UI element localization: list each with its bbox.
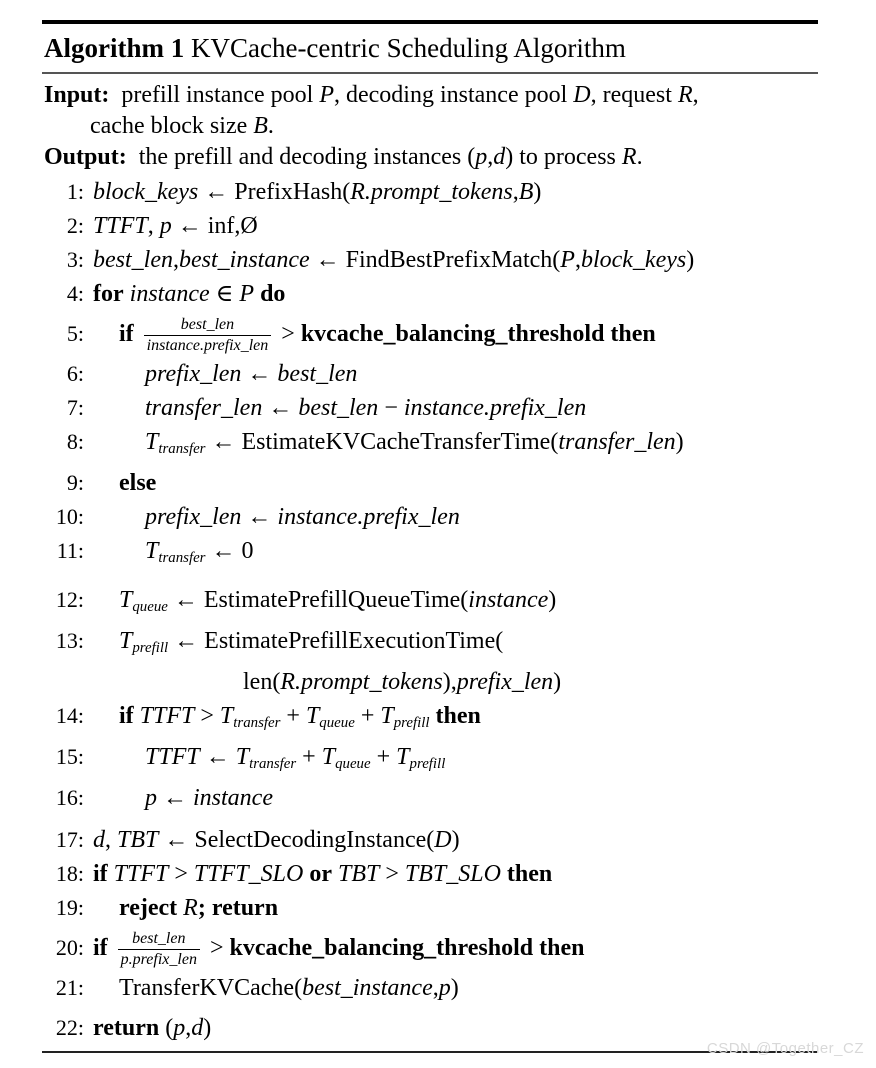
var-t-prefill: T [380,702,394,729]
keyword-then: then [610,321,656,347]
arg-block-keys: block_keys [580,247,687,273]
line-number: 17: [55,826,84,852]
keyword-return: return [93,1014,160,1041]
var-t-queue: T [305,702,320,729]
ratio-fraction [144,316,272,355]
fn-estimateprefillexecutiontime: EstimatePrefillExecutionTime [204,628,496,655]
algorithm-line [42,624,818,665]
algorithm-line [42,466,818,500]
line-number: 19: [55,894,84,920]
fraction-denominator: instance.prefix_len [146,336,269,354]
input-line [42,80,818,111]
var-ttft: TTFT [139,702,195,729]
input-var-p: P [319,82,334,108]
line-code [93,782,818,815]
plus-symbol: + [360,702,375,729]
algorithm-figure [42,20,818,1053]
input-cont-var-b: B [253,113,268,139]
var-ttft: TTFT [145,743,200,770]
algorithm-line [42,243,818,277]
keyword-if: if [93,934,108,961]
output-text-1: the prefill and decoding instances ( [138,144,476,170]
output-line [42,142,818,173]
algorithm-line [42,534,818,575]
fraction-numerator: best_len [144,316,272,336]
var-r: R [183,894,198,921]
arg-p: p [173,1014,186,1041]
greater-than-symbol: > [200,702,214,729]
fraction-numerator: best_len [118,930,200,950]
input-var-d: D [573,82,591,108]
plus-symbol: + [302,743,316,770]
output-var-r: R [621,144,637,170]
input-cont-end: . [267,113,274,139]
line-number: 22: [55,1014,84,1040]
output-var-p: p [475,144,488,170]
arg-p: P [560,247,575,273]
assign-arrow: ← [205,743,230,770]
fn-prefixhash: PrefixHash [234,179,343,205]
assign-arrow: ← [268,395,293,421]
algorithm-line [42,1011,818,1045]
assign-arrow: ← [247,361,272,387]
var-t-queue: T [321,743,336,770]
var-instance: instance [129,281,210,307]
line-number: 2: [66,213,84,238]
var-ttft-slo: TTFT_SLO [193,860,304,887]
line-code: return (p,d) [93,1014,212,1041]
algorithm-line [42,357,818,391]
algorithm-line [42,175,818,209]
algorithm-line [42,209,818,243]
line-number: 20: [55,934,84,960]
assign-arrow: ← [315,247,340,273]
subscript-prefill: prefill [393,714,430,731]
subscript-queue: queue [132,599,168,616]
var-p: p [145,784,157,811]
line-code [93,358,818,391]
plus-symbol: + [376,743,391,770]
algorithm-line [42,500,818,534]
line-number: 21: [55,974,84,1000]
var-t-prefill: T [119,628,133,655]
element-of-symbol: ∈ [215,281,234,307]
line-number: 9: [66,470,84,496]
var-instance-prefix-len: instance.prefix_len [277,504,460,531]
var-tbt-slo: TBT_SLO [404,860,501,887]
line-number: 11: [56,538,84,564]
algorithm-line [42,740,818,781]
arg-best-instance: best_instance [302,974,433,1001]
var-t-transfer: T [219,702,234,729]
var-p: P [239,281,255,307]
var-t-queue: T [119,587,133,614]
keyword-if: if [93,860,108,887]
line-number: 4: [66,281,84,306]
var-t-prefill: T [396,743,410,770]
fraction-denominator: p.prefix_len [120,950,197,968]
watermark: CSDN @Together_CZ [706,1040,864,1057]
input-text-4: , [692,82,699,108]
output-comma: , [487,144,494,170]
subscript-transfer: transfer [158,441,206,458]
keyword-for: for [93,281,124,307]
line-code: $T_{transfer}$ ← EstimateKVCacheTransferTime(transfer_len) [145,429,684,458]
subscript-queue: queue [319,714,355,731]
algorithm-line [42,971,818,1005]
algorithm-title-text: KVCache-centric Scheduling Algorithm [190,33,626,63]
assign-arrow: ← [211,429,236,455]
line-code: $T_{queue}$ ← EstimatePrefillQueueTime(instance) [119,587,557,616]
greater-than-symbol: > [385,860,399,887]
keyword-if: if [119,321,134,347]
algorithm-line [42,277,818,311]
greater-than-symbol: > [174,860,188,887]
subscript-queue: queue [335,755,371,772]
keyword-then: then [539,934,585,961]
line-code [93,312,818,356]
subscript-transfer: transfer [249,755,297,772]
assign-arrow: ← [247,504,272,531]
output-end: . [636,144,643,170]
keyword-if: if [119,702,134,729]
var-prefix-len: prefix_len [145,504,242,531]
line-code [93,700,818,740]
line-code: d, TBT ← SelectDecodingInstance(D) [93,826,460,853]
line-code [93,278,818,311]
assign-arrow: ← [174,628,199,655]
assign-arrow: ← [173,587,198,614]
greater-than-symbol: > [209,934,224,961]
var-transfer-len: transfer_len [145,395,263,421]
greater-than-symbol: > [281,321,295,347]
arg-p: p [438,974,451,1001]
line-number: 1: [66,179,84,204]
ratio-fraction [118,930,200,969]
algorithm-line [42,925,818,971]
var-t-transfer: T [145,429,159,455]
arg-prefix-len: prefix_len [456,668,554,695]
keyword-then: then [506,860,553,887]
var-d: d [93,826,105,853]
line-number: 14: [55,702,84,728]
keyword-do: do [260,281,286,307]
io-block [42,74,818,173]
keyword-else: else [119,470,157,497]
arg-prompt-tokens: R.prompt_tokens [350,179,513,205]
line-code: $T_{prefill}$ ← EstimatePrefillExecutionTime( [119,628,504,657]
algorithm-line [42,699,818,740]
arg-d: d [191,1014,204,1041]
line-code [93,501,818,534]
line-code [93,741,818,781]
assign-arrow: ← [164,826,189,853]
var-ttft: TTFT [113,860,169,887]
threshold-constant: kvcache_balancing_threshold [229,934,534,961]
output-var-d: d [493,144,506,170]
line-number: 5: [66,321,84,346]
line-code: block_keys ← PrefixHash(R.prompt_tokens,B) [93,179,542,205]
line-number: 6: [66,361,84,386]
algorithm-line-continuation [42,666,818,699]
line-code [93,535,818,575]
arg-instance: instance [468,587,549,614]
arg-b: B [518,179,534,205]
assign-arrow: ← [163,784,187,811]
keyword-then: then [435,702,481,729]
var-best-len: best_len [93,247,173,273]
algorithm-line [42,857,818,891]
val-zero: 0 [241,538,254,565]
var-best-len: best_len [277,361,358,387]
line-code: TTFT, p ← inf,Ø [93,213,258,239]
var-ttft: TTFT [93,213,148,239]
algorithm-title-keyword: Algorithm 1 [44,33,185,63]
var-t-transfer: T [235,743,250,770]
input-label: Input: [44,82,110,108]
fn-selectdecodinginstance: SelectDecodingInstance [194,826,427,853]
var-instance: instance [193,784,273,811]
line-code: reject R; return [119,894,279,921]
line-number: 16: [55,784,84,810]
plus-symbol: + [286,702,300,729]
var-tbt: TBT [337,860,380,887]
line-number: 10: [55,504,84,530]
line-number: 12: [55,587,84,613]
var-best-instance: best_instance [178,247,310,273]
var-instance-prefix-len: instance.prefix_len [403,395,587,421]
input-text-2: , decoding instance pool [334,82,574,108]
subscript-prefill: prefill [132,640,169,657]
line-number: 13: [55,628,84,654]
assign-arrow: ← [211,538,236,565]
line-code [93,926,818,970]
algorithm-line [42,823,818,857]
bottom-rule [42,1051,818,1053]
threshold-constant: kvcache_balancing_threshold [300,321,605,347]
output-text-2: ) to process [505,144,622,170]
keyword-reject: reject [119,894,178,921]
assign-arrow: ← [204,179,229,205]
input-var-r: R [677,82,693,108]
line-number: 3: [66,247,84,272]
algorithm-line [42,781,818,815]
var-p: p [159,213,172,239]
var-prefix-len: prefix_len [145,361,242,387]
line-code [93,392,818,425]
algorithm-line [42,311,818,357]
fn-transferkvcache: TransferKVCache [119,974,295,1001]
input-cont-text: cache block size [90,113,254,139]
output-label: Output: [44,144,127,170]
fn-estimateprefillqueuetime: EstimatePrefillQueueTime [203,587,461,614]
line-code: best_len,best_instance ← FindBestPrefixMatch(P,block_keys) [93,247,695,273]
keyword-return: return [211,894,279,921]
algorithm-line [42,391,818,425]
subscript-transfer: transfer [233,714,281,731]
line-number: 18: [55,860,84,886]
arg-transfer-len: transfer_len [558,429,676,455]
input-continuation-line [42,111,818,142]
val-inf: inf [207,213,235,239]
keyword-or: or [309,860,332,887]
algorithm-line [42,583,818,624]
line-number: 15: [55,743,84,769]
line-code [93,858,818,891]
var-tbt: TBT [117,826,159,853]
fn-len: len [243,668,273,695]
algorithm-title [42,24,818,72]
algorithm-line [42,425,818,466]
var-block-keys: block_keys [93,179,199,205]
arg-d: D [434,826,452,853]
input-text-1: prefill instance pool [121,82,320,108]
fn-estimatekvcachetransfertime: EstimateKVCacheTransferTime [241,429,551,455]
assign-arrow: ← [177,213,202,239]
line-number: 8: [66,429,84,454]
val-emptyset: Ø [240,213,258,239]
line-code: TransferKVCache(best_instance,p) [119,974,459,1001]
line-number: 7: [66,395,84,420]
line-code [93,467,818,500]
subscript-transfer: transfer [158,550,206,567]
var-t-transfer: T [145,538,159,565]
algorithm-lines [42,173,818,1051]
arg-prompt-tokens: R.prompt_tokens [280,668,443,695]
minus-symbol: − [384,395,398,421]
line-code: len(R.prompt_tokens),prefix_len) [243,668,562,695]
var-best-len: best_len [298,395,379,421]
algorithm-line [42,891,818,925]
subscript-prefill: prefill [409,755,446,772]
fn-findbestprefixmatch: FindBestPrefixMatch [345,247,553,273]
input-text-3: , request [590,82,678,108]
